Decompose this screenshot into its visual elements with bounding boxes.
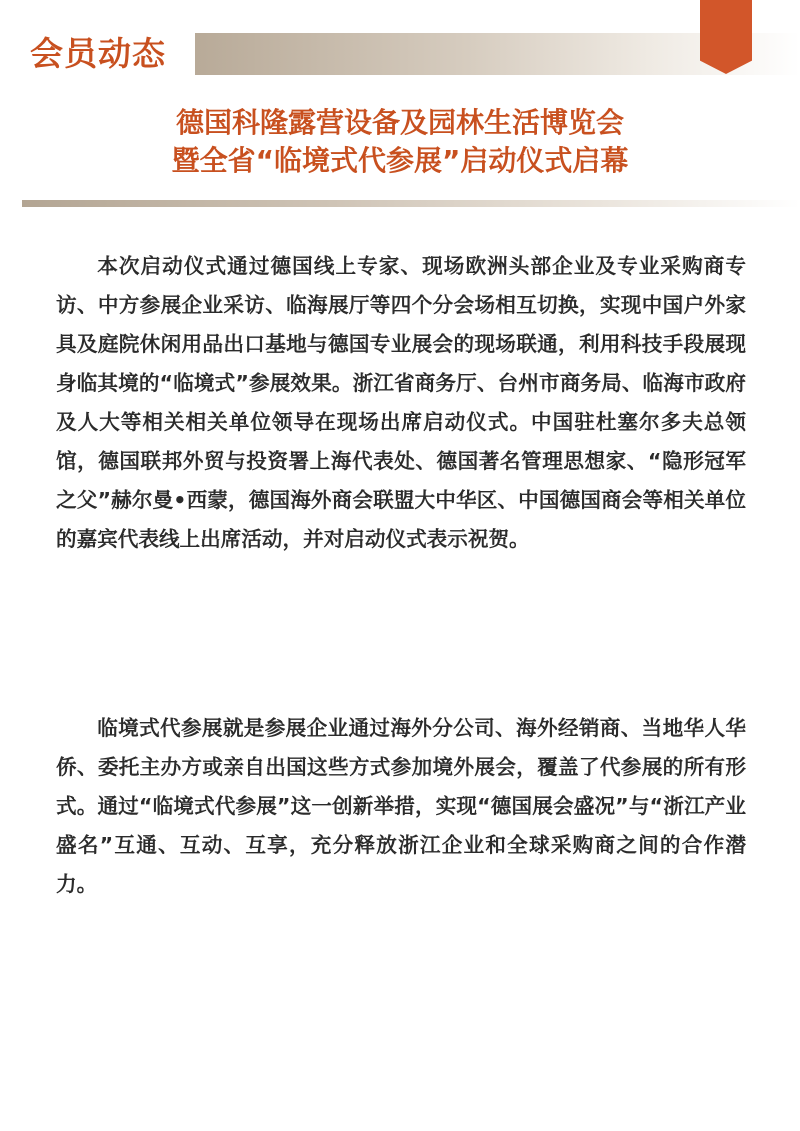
article-title bbox=[0, 104, 800, 180]
article-title-line-2: 暨全省“临境式代参展”启动仪式启幕 bbox=[171, 144, 629, 177]
section-label: 会员动态 bbox=[30, 34, 166, 73]
article-title-line-1: 德国科隆露营设备及园林生活博览会 bbox=[175, 106, 624, 139]
title-divider bbox=[22, 200, 800, 207]
body-paragraph-1: 本次启动仪式通过德国线上专家、现场欧洲头部企业及专业采购商专访、中方参展企业采访、临海展厅等四个分会场相互切换，实现中国户外家具及庭院休闲用品出口基地与德国专业展会的现场联通，利用科技手段展现身临其境的“临境式”参展效果。浙江省商务厅、台州市商务局、临海市政府及人大等相关相关单位领导在现场出席启动仪式。中国驻杜塞尔多夫总领馆，德国联邦外贸与投资署上海代表处、德国著名管理思想家、“隐形冠军之父”赫尔曼•西蒙，德国海外商会联盟大中华区、中国德国商会等相关单位的嘉宾代表线上出席活动，并对启动仪式表示祝贺。 bbox=[56, 254, 746, 551]
body-paragraph-2: 临境式代参展就是参展企业通过海外分公司、海外经销商、当地华人华侨、委托主办方或亲自出国这些方式参加境外展会，覆盖了代参展的所有形式。通过“临境式代参展”这一创新举措，实现“德国展会盛况”与“浙江产业盛名”互通、互动、互享，充分释放浙江企业和全球采购商之间的合作潜力。 bbox=[56, 716, 746, 896]
bookmark-ribbon bbox=[700, 0, 752, 74]
